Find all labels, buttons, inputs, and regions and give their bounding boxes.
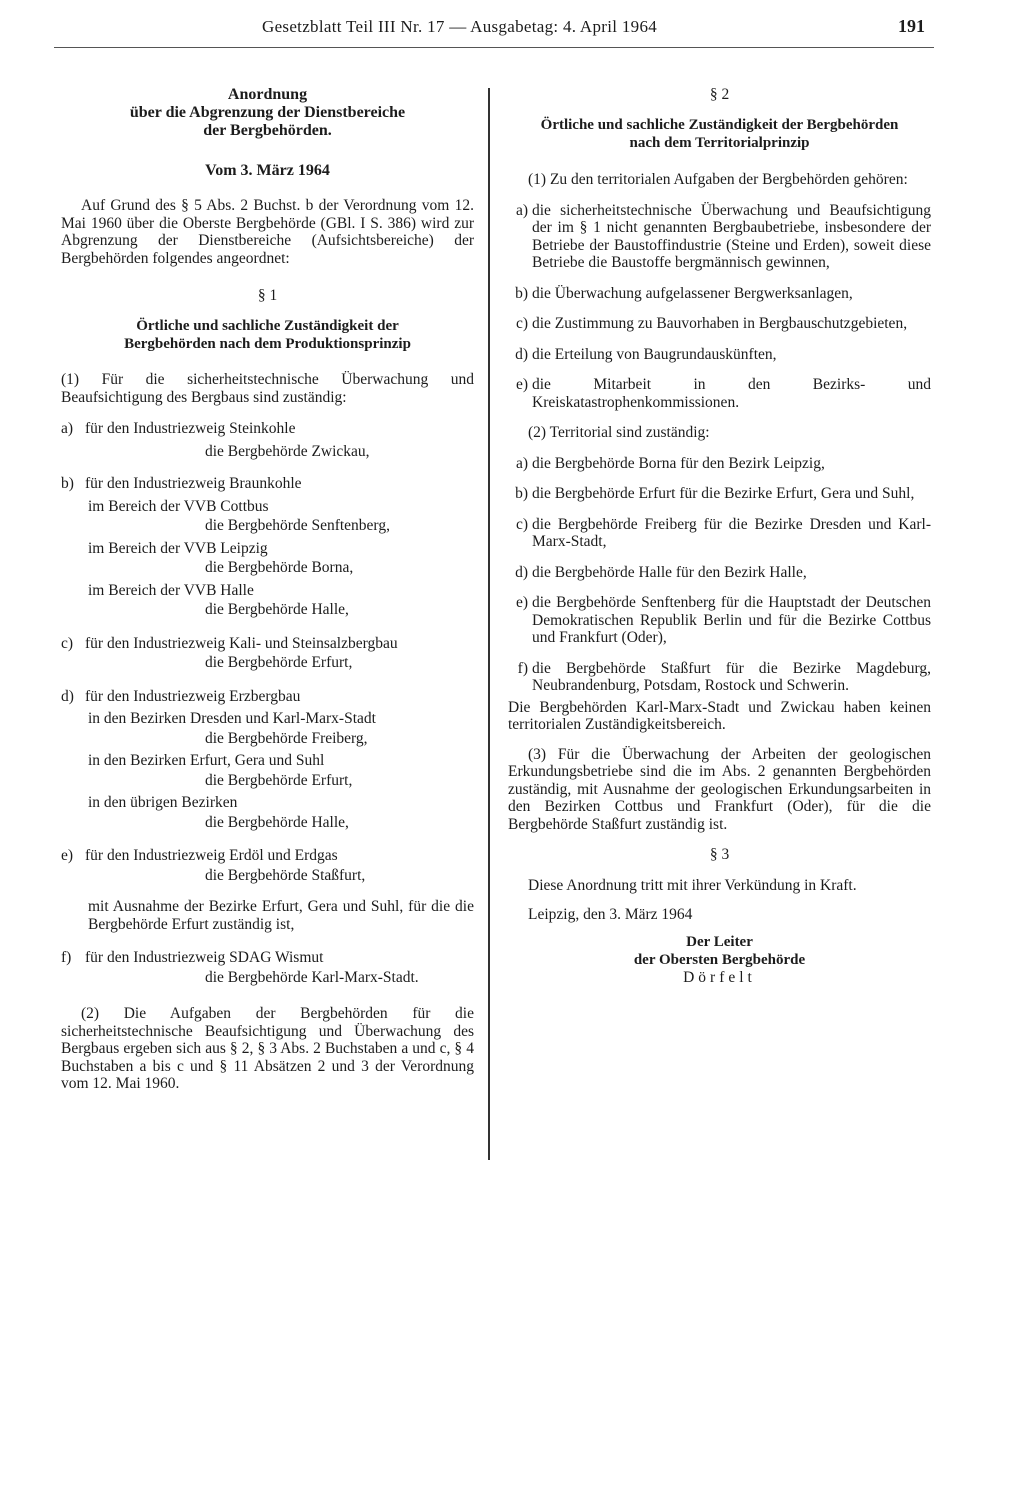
section-3-text: Diese Anordnung tritt mit ihrer Verkündung in Kraft. xyxy=(528,877,857,894)
section-2-paragraph-1: (1) Zu den territorialen Aufgaben der Bergbehörden gehören: xyxy=(528,171,908,188)
column-divider xyxy=(488,88,490,1160)
territorial-item xyxy=(508,594,931,647)
task-item xyxy=(508,202,931,272)
task-item xyxy=(508,285,931,303)
task-item xyxy=(508,346,931,364)
authority: die Bergbehörde Halle, xyxy=(205,813,349,831)
title-line: über die Abgrenzung der Dienstbereiche xyxy=(129,104,406,121)
signer-name: Dörfelt xyxy=(683,969,756,986)
authority: die Bergbehörde Karl-Marx-Stadt. xyxy=(205,968,419,986)
heading-line: nach dem Territorialprinzip xyxy=(629,134,810,151)
item-marker: f) xyxy=(61,949,72,966)
section-2-paragraph-2: (2) Territorial sind zuständig: xyxy=(528,424,710,441)
sub-area: in den übrigen Bezirken xyxy=(88,794,238,811)
preamble: Auf Grund des § 5 Abs. 2 Buchst. b der Verordnung vom 12. Mai 1960 über die Oberste Bergbehörde (GBl. I S. 386) wird zur Abgrenzung der Dienstbereiche (Aufsichtsbereiche) der Bergbehörden folgendes angeordnet: xyxy=(61,197,474,267)
territorial-list xyxy=(508,455,931,695)
authority: die Bergbehörde Borna, xyxy=(205,559,354,576)
section-1-paragraph-1: (1) Für die sicherheitstechnische Überwachung und Beaufsichtigung des Bergbaus sind zuständig: xyxy=(61,371,474,406)
place-date: Leipzig, den 3. März 1964 xyxy=(528,905,693,923)
sub-area: in den Bezirken Erfurt, Gera und Suhl xyxy=(88,752,325,769)
left-column xyxy=(61,86,474,1093)
item-marker: c) xyxy=(61,634,74,652)
sub-area: in den Bezirken Dresden und Karl-Marx-Stadt xyxy=(88,710,376,727)
sub-area: im Bereich der VVB Halle xyxy=(88,581,254,599)
list-item-c xyxy=(61,635,474,672)
list-item-b xyxy=(61,475,474,619)
item-text: die Bergbehörde Borna für den Bezirk Leipzig, xyxy=(532,454,825,472)
signer-title: Der Leiter xyxy=(686,934,753,950)
sub-area: im Bereich der VVB Leipzig xyxy=(88,539,268,557)
authority: die Bergbehörde Halle, xyxy=(205,601,349,618)
authority: die Bergbehörde Freiberg, xyxy=(205,729,368,747)
list-item-f xyxy=(61,949,474,986)
item-text: die Bergbehörde Halle für den Bezirk Halle, xyxy=(532,563,807,581)
right-column xyxy=(508,86,931,987)
section-2-heading xyxy=(508,117,931,152)
task-list xyxy=(508,202,931,412)
authority: die Bergbehörde Senftenberg, xyxy=(205,517,390,534)
item-text: die Mitarbeit in den Bezirks- und Kreiskatastrophenkommissionen. xyxy=(532,376,931,411)
page-number: 191 xyxy=(898,16,925,36)
list-item-e xyxy=(61,847,474,933)
signer-title: der Obersten Bergbehörde xyxy=(633,952,806,968)
heading-line: Örtliche und sachliche Zuständigkeit der Bergbehörden xyxy=(540,117,899,133)
item-text: die Bergbehörde Erfurt für die Bezirke Erfurt, Gera und Suhl, xyxy=(532,485,915,502)
item-marker: d) xyxy=(61,687,74,705)
item-marker: b) xyxy=(515,284,528,302)
document-date: Vom 3. März 1964 xyxy=(205,162,330,179)
signature-block xyxy=(508,933,931,987)
item-marker: c) xyxy=(515,515,528,533)
authority: die Bergbehörde Zwickau, xyxy=(205,442,370,460)
item-text: die Erteilung von Baugrundauskünften, xyxy=(532,345,777,363)
header-title: Gesetzblatt Teil III Nr. 17 — Ausgabetag: 4. April 1964 xyxy=(262,17,658,36)
territorial-item xyxy=(508,485,931,503)
section-1-heading xyxy=(61,318,474,353)
territorial-item xyxy=(508,455,931,473)
item-marker: a) xyxy=(61,420,74,437)
item-text: die Bergbehörde Senftenberg für die Hauptstadt der Deutschen Demokratischen Republik Berlin und für die Bezirke Cottbus und Frankfurt (Oder), xyxy=(532,594,931,646)
item-marker: f) xyxy=(517,659,528,677)
heading-line: Örtliche und sachliche Zuständigkeit der xyxy=(136,318,399,334)
section-2-sign: § 2 xyxy=(709,86,730,103)
item-marker: c) xyxy=(515,315,528,332)
authority: die Bergbehörde Erfurt, xyxy=(205,654,353,671)
item-marker: d) xyxy=(515,345,528,363)
task-item xyxy=(508,315,931,333)
territorial-item xyxy=(508,660,931,695)
section-2-note: Die Bergbehörden Karl-Marx-Stadt und Zwickau haben keinen territorialen Zuständigkeitsbereich. xyxy=(508,698,931,733)
item-marker: a) xyxy=(515,454,528,472)
authority: die Bergbehörde Staßfurt, xyxy=(205,866,366,884)
item-text: die Bergbehörde Freiberg für die Bezirke Dresden und Karl-Marx-Stadt, xyxy=(532,515,931,550)
section-2-paragraph-3: (3) Für die Überwachung der Arbeiten der geologischen Erkundungsbetriebe sind die im Abs. 2 genannten Bergbehörden zuständig, mit Ausnahme der geologischen Erkundungsarbeiten in den Bezirken Cottbus und Frankfurt (Oder), für die die Bergbehörde Staßfurt zuständig ist. xyxy=(508,745,931,833)
item-marker: e) xyxy=(61,847,74,864)
title-line: der Bergbehörden. xyxy=(203,122,332,139)
item-note: mit Ausnahme der Bezirke Erfurt, Gera und Suhl, für die die Bergbehörde Erfurt zuständig ist, xyxy=(88,898,474,933)
item-text: für den Industriezweig Steinkohle xyxy=(85,420,296,437)
document-title xyxy=(61,86,474,140)
item-marker: a) xyxy=(515,201,528,219)
item-text: die Bergbehörde Staßfurt für die Bezirke Magdeburg, Neubrandenburg, Potsdam, Rostock und Schwerin. xyxy=(532,659,931,694)
item-text: für den Industriezweig Kali- und Steinsalzbergbau xyxy=(85,634,398,652)
territorial-item xyxy=(508,564,931,582)
item-marker: b) xyxy=(515,485,528,502)
list-item-d xyxy=(61,688,474,832)
authority: die Bergbehörde Erfurt, xyxy=(205,771,353,789)
item-text: für den Industriezweig Erzbergbau xyxy=(85,687,301,705)
section-1-paragraph-2: (2) Die Aufgaben der Bergbehörden für die sicherheitstechnische Beaufsichtigung und Überwachung des Bergbaus ergeben sich aus § 2, § 3 Abs. 2 Buchstaben a und c, § 4 Buchstaben a bis c und § 11 Absätzen 2 und 3 der Verordnung vom 12. Mai 1960. xyxy=(61,1005,474,1092)
page-header xyxy=(0,17,1024,41)
task-item xyxy=(508,376,931,411)
item-text: die Überwachung aufgelassener Bergwerksanlagen, xyxy=(532,284,853,302)
item-marker: d) xyxy=(515,563,528,581)
section-1-sign: § 1 xyxy=(257,287,278,304)
item-text: die sicherheitstechnische Überwachung und Beaufsichtigung der im § 1 nicht genannten Bergbaubetriebe, insbesondere der Betriebe der Baustoffindustrie (Steine und Erden), soweit diese Betriebe die Baustoffe bergmännisch gewinnen, xyxy=(532,201,931,271)
header-rule xyxy=(54,47,934,48)
item-text: für den Industriezweig SDAG Wismut xyxy=(85,949,324,966)
item-text: für den Industriezweig Braunkohle xyxy=(85,475,302,492)
item-text: für den Industriezweig Erdöl und Erdgas xyxy=(85,847,338,864)
title-line: Anordnung xyxy=(227,86,308,103)
territorial-item xyxy=(508,516,931,551)
heading-line: Bergbehörden nach dem Produktionsprinzip xyxy=(124,335,411,352)
item-marker: e) xyxy=(515,594,528,611)
section-3-sign: § 3 xyxy=(709,846,730,863)
sub-area: im Bereich der VVB Cottbus xyxy=(88,497,269,515)
item-marker: e) xyxy=(515,376,528,393)
item-text: die Zustimmung zu Bauvorhaben in Bergbauschutzgebieten, xyxy=(532,315,908,332)
item-marker: b) xyxy=(61,475,74,492)
list-item-a xyxy=(61,420,474,460)
